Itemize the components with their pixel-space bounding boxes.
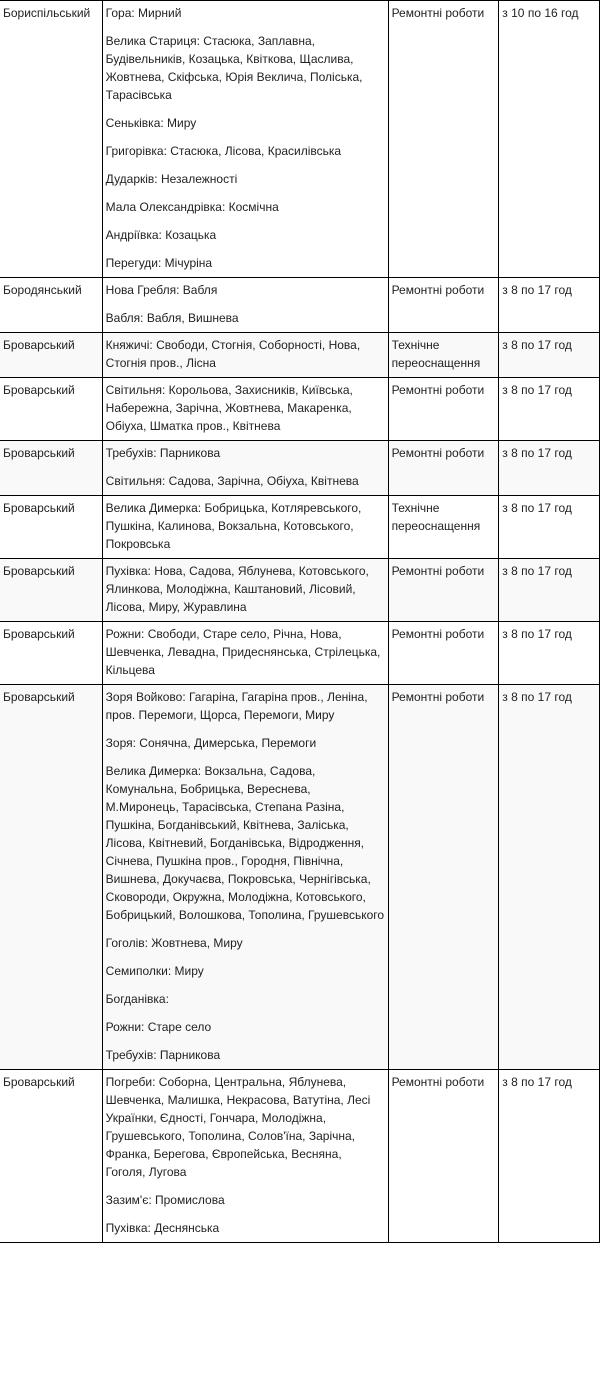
location-entry: Велика Димерка: Вокзальна, Садова, Комунальна, Бобрицька, Вереснева, М.Миронець, Тарасівська, Степана Разіна, Пушкіна, Богданівський, Квітнева, Заліська, Лісова, Квітневий, Богданівська, Відродження, Січнева, Пушкіна пров., Городня, Північна, Вишнева, Докучаєва, Покровська, Чернігівська, Сковороди, Окружна, Молодіжна, Котовського, Бобрицький, Волошкова, Тополина, Грушевського <box>105 764 385 922</box>
work-type-cell: Технічне переоснащення <box>388 496 499 559</box>
location-entry: Гоголів: Жовтнева, Миру <box>105 936 243 950</box>
table-row <box>0 378 600 441</box>
location-entry: Княжичі: Свободи, Стогнія, Соборності, Нова, Стогнія пров., Лісна <box>105 338 361 370</box>
location-entry: Семиполки: Миру <box>105 964 204 978</box>
location-entry: Нова Гребля: Вабля <box>105 283 218 297</box>
locations-cell <box>102 278 388 333</box>
locations-cell <box>102 441 388 496</box>
work-type-cell: Ремонтні роботи <box>388 559 499 622</box>
district-cell: Бородянський <box>0 278 102 333</box>
location-entry: Велика Стариця: Стасюка, Заплавна, Будівельників, Козацька, Квіткова, Щаслива, Жовтнева, Скіфська, Юрія Веклича, Поліська, Тарасівська <box>105 34 363 102</box>
location-entry: Велика Димерка: Бобрицька, Котляревського, Пушкіна, Калинова, Вокзальна, Котовського, Покровська <box>105 501 362 551</box>
table-row <box>0 278 600 333</box>
work-type-cell: Ремонтні роботи <box>388 685 499 1070</box>
work-type-cell: Ремонтні роботи <box>388 441 499 496</box>
district-cell: Броварський <box>0 496 102 559</box>
locations-cell <box>102 1070 388 1243</box>
work-type-cell: Ремонтні роботи <box>388 378 499 441</box>
location-entry: Світильня: Садова, Зарічна, Обіуха, Квітнева <box>105 474 359 488</box>
location-entry: Зоря Войково: Гагаріна, Гагаріна пров., Леніна, пров. Перемоги, Щорса, Перемоги, Миру <box>105 690 368 722</box>
work-type-cell: Технічне переоснащення <box>388 333 499 378</box>
location-entry: Пухівка: Нова, Садова, Яблунева, Котовського, Ялинкова, Молодіжна, Каштановий, Лісовий, Лісова, Миру, Журавлина <box>105 564 369 614</box>
table-row <box>0 622 600 685</box>
work-type-cell: Ремонтні роботи <box>388 622 499 685</box>
location-entry: Гора: Мирний <box>105 6 182 20</box>
location-entry: Андріївка: Козацька <box>105 228 217 242</box>
table-row <box>0 685 600 1070</box>
work-type-cell: Ремонтні роботи <box>388 278 499 333</box>
table-row <box>0 333 600 378</box>
location-entry: Перегуди: Мічуріна <box>105 256 213 270</box>
time-cell: з 8 по 17 год <box>499 278 600 333</box>
table-row <box>0 1070 600 1243</box>
district-cell: Броварський <box>0 441 102 496</box>
district-cell: Броварський <box>0 559 102 622</box>
table-row <box>0 496 600 559</box>
time-cell: з 8 по 17 год <box>499 622 600 685</box>
locations-cell <box>102 1 388 278</box>
district-cell: Бориспільський <box>0 1 102 278</box>
locations-cell <box>102 378 388 441</box>
location-entry: Вабля: Вабля, Вишнева <box>105 311 239 325</box>
location-entry: Світильня: Корольова, Захисників, Київська, Набережна, Зарічна, Жовтнева, Макаренка, Обіуха, Шматка пров., Квітнева <box>105 383 353 433</box>
location-entry: Рожни: Свободи, Старе село, Річна, Нова, Шевченка, Левадна, Придеснянська, Стрілецька, Кільцева <box>105 627 381 677</box>
time-cell: з 10 по 16 год <box>499 1 600 278</box>
district-cell: Броварський <box>0 333 102 378</box>
district-cell: Броварський <box>0 1070 102 1243</box>
table-row <box>0 1 600 278</box>
district-cell: Броварський <box>0 378 102 441</box>
time-cell: з 8 по 17 год <box>499 496 600 559</box>
time-cell: з 8 по 17 год <box>499 441 600 496</box>
locations-cell <box>102 496 388 559</box>
time-cell: з 8 по 17 год <box>499 1070 600 1243</box>
location-entry: Зазим'є: Промислова <box>105 1193 225 1207</box>
location-entry: Богданівка: <box>105 992 169 1006</box>
location-entry: Сеньківка: Миру <box>105 116 197 130</box>
location-entry: Пухівка: Деснянська <box>105 1221 220 1235</box>
table-row <box>0 559 600 622</box>
locations-cell <box>102 685 388 1070</box>
location-entry: Требухів: Парникова <box>105 446 221 460</box>
district-cell: Броварський <box>0 685 102 1070</box>
time-cell: з 8 по 17 год <box>499 333 600 378</box>
time-cell: з 8 по 17 год <box>499 378 600 441</box>
location-entry: Мала Олександрівка: Космічна <box>105 200 279 214</box>
location-entry: Григорівка: Стасюка, Лісова, Красилівська <box>105 144 342 158</box>
time-cell: з 8 по 17 год <box>499 559 600 622</box>
location-entry: Погреби: Соборна, Центральна, Яблунева, Шевченка, Малишка, Некрасова, Ватутіна, Лесі Українки, Єдності, Гончара, Молодіжна, Грушевського, Тополина, Солов'їна, Зарічна, Франка, Берегова, Європейська, Весняна, Гоголя, Лугова <box>105 1075 371 1179</box>
location-entry: Рожни: Старе село <box>105 1020 212 1034</box>
time-cell: з 8 по 17 год <box>499 685 600 1070</box>
location-entry: Зоря: Сонячна, Димерська, Перемоги <box>105 736 317 750</box>
work-type-cell: Ремонтні роботи <box>388 1 499 278</box>
locations-cell <box>102 559 388 622</box>
locations-cell <box>102 622 388 685</box>
district-cell: Броварський <box>0 622 102 685</box>
work-type-cell: Ремонтні роботи <box>388 1070 499 1243</box>
table-row <box>0 441 600 496</box>
locations-cell <box>102 333 388 378</box>
location-entry: Дударків: Незалежності <box>105 172 238 186</box>
location-entry: Требухів: Парникова <box>105 1048 221 1062</box>
